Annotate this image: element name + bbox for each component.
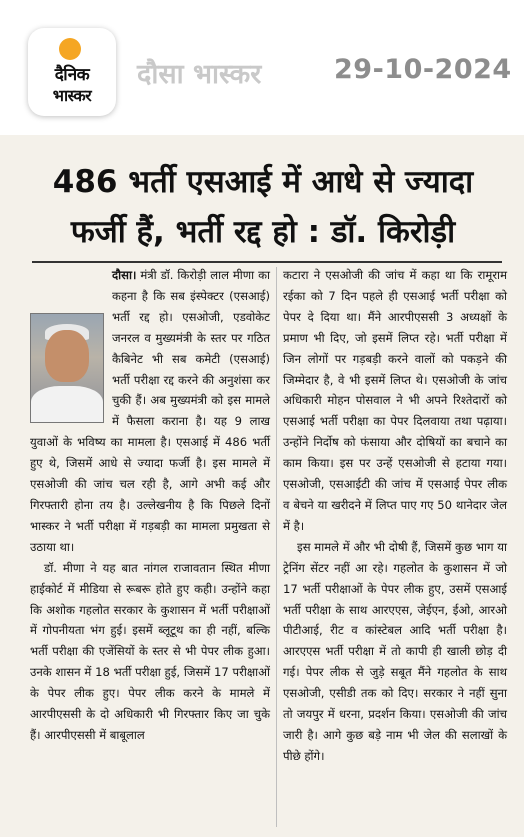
edition-date: 29-10-2024: [334, 54, 512, 85]
dainik-bhaskar-logo-icon[interactable]: [28, 28, 116, 116]
article-column-right: [283, 265, 507, 767]
news-clipping: [0, 135, 524, 837]
article-headline: [28, 157, 498, 257]
sun-icon: [59, 38, 81, 60]
portrait-photo: [30, 313, 104, 423]
logo-line1: दैनिक: [54, 65, 90, 85]
article-paragraph: इस मामले में और भी दोषी हैं, जिसमें कुछ भाग या ट्रेनिंग सेंटर नहीं आ रहे। गहलोत के कुशासन में जो 17 भर्ती परीक्षाओं के पेपर लीक हुए, उसमें एसआई भर्ती परीक्षा के साथ आरएएस, जेईएन, ईओ, आरओ पीटीआई, रीट व कांस्टेबल आदि भर्ती परीक्षा है। आरएएस भर्ती परीक्षा में तो कापी ही खाली छोड़ दी गई। पेपर लीक से जुड़े सबूत मैंने गहलोत के साथ एसओजी, एसीडी तक को दिए। सरकार ने नहीं सुना तो जयपुर में धरना, प्रदर्शन किया। एसओजी की जांच जारी है। आगे कुछ बड़े नाम भी जेल की सलाखों के पीछे होंगे।: [283, 539, 507, 763]
article-column-left: [30, 265, 270, 746]
article-paragraph: डॉ. मीणा ने यह बात नांगल राजावतान स्थित मीणा हाईकोर्ट में मीडिया से रूबरू होते हुए कही। उन्होंने कहा कि अशोक गहलोत सरकार के कुशासन में भर्ती परीक्षाओं में गोपनीयता भंग हुई। इसमें ब्लूटूथ का ही नहीं, बल्कि भर्ती परीक्षा की एजेंसियों के स्तर से भी पेपर लीक हुआ। उनके शासन में 18 भर्ती परीक्षा हुई, जिसमें 17 परीक्षाओं के पेपर लीक हुए। पेपर लीक करने के मामले में आरपीएससी के दो अधिकारी भी गिरफ्तार किए जा चुके हैं। आरपीएससी में बाबूलाल: [30, 560, 270, 742]
app-header: [0, 0, 524, 135]
headline-line2: फर्जी हैं, भर्ती रद्द हो : डॉ. किरोड़ी: [70, 214, 456, 250]
headline-line1: 486 भर्ती एसआई में आधे से ज्यादा: [52, 164, 474, 200]
headline-rule: [32, 261, 502, 263]
article-paragraph: मंत्री डॉ. किरोड़ी लाल मीणा का कहना है कि सब इंस्पेक्टर (एसआई) भर्ती रद्द हो। एसओजी, एडवोकेट जनरल व मुख्यमंत्री के स्तर पर गठित कैबिनेट भी सब कमेटी (एसआई) भर्ती परीक्षा रद्द करने की अनुशंसा कर चुकी हैं। अब मुख्यमंत्री को इस मामले में फैसला कराना है। यह 9 लाख युवाओं के भविष्य का मामला है। एसआई में 486 भर्ती हुए थे, जिसमें आधे से ज्यादा फर्जी है। इस मामले में एसओजी की जांच चल रही है, आगे अभी कई और गिरफ्तारी होना तय है। उल्लेखनीय है कि पिछले दिनों भास्कर ने भर्ती परीक्षा में गड़बड़ी का मामला प्रमुखता से उठाया था।: [30, 268, 271, 554]
article-dateline: दौसा।: [112, 268, 137, 282]
edition-title: दौसा भास्कर: [137, 59, 262, 90]
photo-shirt: [31, 386, 103, 423]
column-divider: [276, 267, 277, 827]
logo-line2: भास्कर: [52, 86, 92, 105]
photo-face: [45, 330, 89, 382]
article-paragraph: कटारा ने एसओजी की जांच में कहा था कि रामूराम रईका को 7 दिन पहले ही एसआई भर्ती परीक्षा को पेपर दे दिया था। मैंने आरपीएससी 3 अध्यक्षों के प्रमाण भी दिए, जो इसमें लिप्त रहे। भर्ती परीक्षा में जिन लोगों पर गड़बड़ी करने वालों को पकड़ने की जिम्मेदार है, वे भी इसमें लिप्त थे। एसओजी के जांच अधिकारी मोहन पोसवाल ने भी अपने रिश्तेदारों को एसआई भर्ती परीक्षा का पेपर दिलवाया तथा पढ़ाया। उन्होंने निर्दोष को फंसाया और दोषियों का बचाने का काम किया। इस पर उन्हें एसओजी से हटाया गया। एसओजी, एसआईटी की जांच में एसआई पेपर लीक व बेचने या खरीदने में लिप्त पाए गए 50 थानेदार जेल में है।: [283, 268, 507, 533]
